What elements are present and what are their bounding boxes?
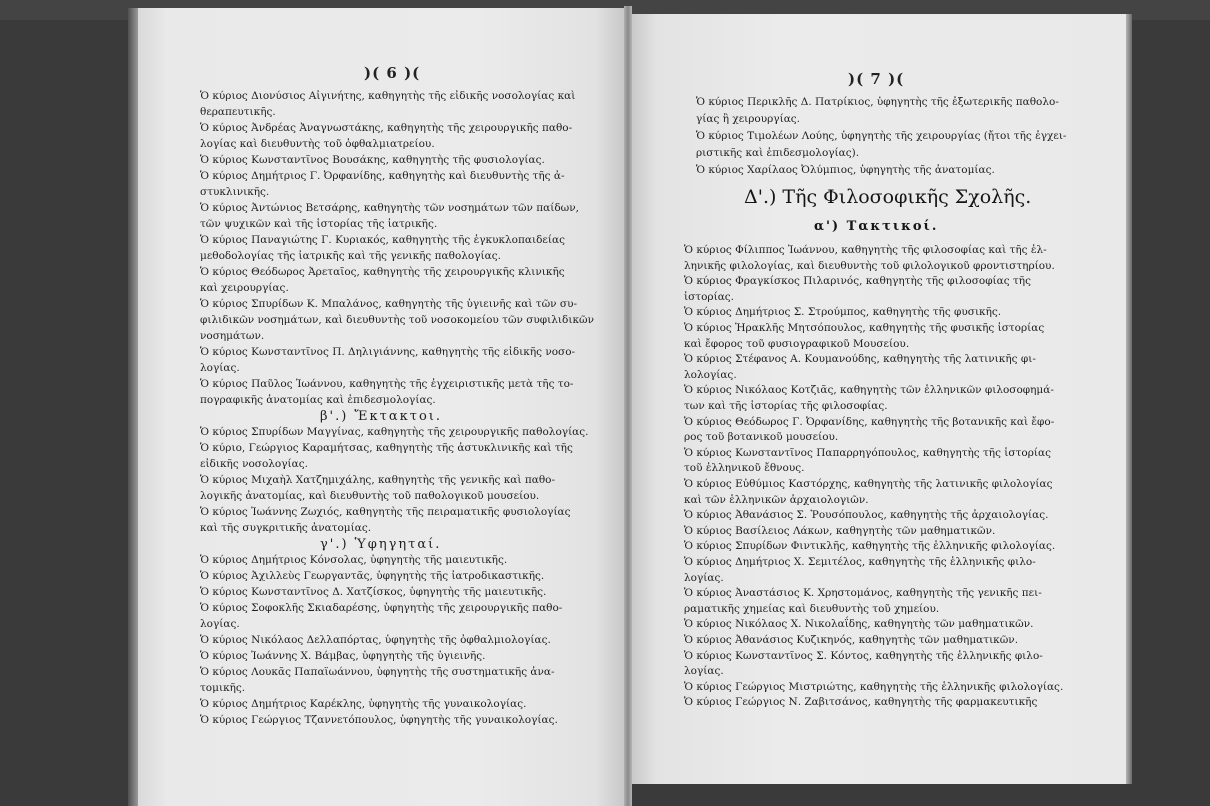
text-line: ἱστορίας. [684,290,735,303]
text-line: Ὁ κύριος Νικόλαος Χ. Νικολαΐδης, καθηγητὴς τῶν μαθηματικῶν. [684,618,1034,631]
text-line: λογίας. [684,665,724,678]
text-line: Ὁ κύριος Γεώργιος Ν. Ζαβιτσάνος, καθηγητὴς τῆς φαρμακευτικῆς [684,696,1038,709]
text-line: καὶ ἔφορος τοῦ φυσιογραφικοῦ Μουσείου. [684,337,910,350]
text-line: Ὁ κύριος Ἀναστάσιος Κ. Χρηστομάνος, καθηγητὴς τῆς γενικῆς πει- [684,587,1042,600]
text-line: θεραπευτικῆς. [200,106,276,118]
section-title: Δ'.) Τῆς Φιλοσοφικῆς Σχολῆς. [744,186,1032,208]
page-number: )( 6 )( [364,64,421,82]
right-page-edge [1126,14,1132,784]
text-line: Ὁ κύριος Βασίλειος Λάκων, καθηγητὴς τῶν μαθηματικῶν. [684,524,996,537]
left-page-edge [128,8,138,806]
text-line: Ὁ κύριος Γεώργιος Τζαννετόπουλος, ὑφηγητὴς τῆς γυναικολογίας. [200,714,558,726]
text-line: Ὁ κύριος Ἀθανάσιος Κυζικηνός, καθηγητὴς τῶν μαθηματικῶν. [684,634,1019,646]
text-line: λογίας. [200,362,240,374]
text-line: Ὁ κύριος Δημήτριος Σ. Στρούμπος, καθηγητὴς τῆς φυσικῆς. [684,306,1002,319]
text-line: Ὁ κύριος Τιμολέων Λούης, ὑφηγητὴς τῆς χειρουργίας (ἤτοι τῆς ἐγχει- [696,130,1067,142]
text-line: Ὁ κύριος Κωνσταντῖνος Σ. Κόντος, καθηγητὴς τῆς ἑλληνικῆς φιλο- [684,649,1043,662]
text-line: λογίας καὶ διευθυντὴς τοῦ ὀφθαλμιατρείου. [200,138,435,150]
text-line: Ὁ κύριος Κωνσταντῖνος Βουσάκης, καθηγητὴς τῆς φυσιολογίας. [200,154,545,166]
text-line: Ὁ κύριος Χαρίλαος Ὀλύμπιος, ὑφηγητὴς τῆς ἀνατομίας. [696,164,995,176]
text-line: Ὁ κύριος Φίλιππος Ἰωάννου, καθηγητὴς τῆς φιλοσοφίας καὶ τῆς ἑλ- [684,244,1047,256]
text-line: Ὁ κύριος Ἡρακλῆς Μητσόπουλος, καθηγητὴς τῆς φυσικῆς ἱστορίας [684,322,1045,334]
text-line: γίας ἢ χειρουργίας. [696,113,801,125]
right-page [632,14,1126,784]
text-line: καὶ τῶν ἑλληνικῶν ἀρχαιολογιῶν. [684,493,869,506]
text-line: Ὁ κύριος Θεόδωρος Ἀρεταῖος, καθηγητὴς τῆς χειρουργικῆς κλινικῆς [200,266,565,278]
text-line: λογίας. [200,618,240,630]
text-line: νοσημάτων. [200,330,265,342]
text-line: ριστικῆς καὶ ἐπιδεσμολογίας). [696,147,860,159]
text-line: λογίας. [684,571,724,584]
text-line: των καὶ τῆς ἱστορίας τῆς φιλοσοφίας. [684,400,888,412]
text-line: Ὁ κύριος Κωνσταντῖνος Παπαρρηγόπουλος, καθηγητὴς τῆς ἱστορίας [684,446,1051,459]
text-line: Ὁ κύριος Σπυρίδων Φιντικλῆς, καθηγητὴς τῆς ἑλληνικῆς φιλολογίας. [684,540,1056,553]
text-line: Ὁ κύριος Κωνσταντῖνος Δ. Χατζίσκος, ὑφηγητὴς τῆς μαιευτικῆς. [200,586,547,598]
text-line: Ὁ κύριος Ἀνδρέας Ἀναγνωστάκης, καθηγητὴς τῆς χειρουργικῆς παθο- [200,122,573,134]
text-line: Ὁ κύριος Σπυρίδων Κ. Μπαλάνος, καθηγητὴς τῆς ὑγιεινῆς καὶ τῶν συ- [200,298,577,310]
text-line: φιλιδικῶν νοσημάτων, καὶ διευθυντὴς τοῦ νοσοκομείου τῶν συφιλιδικῶν [200,314,594,326]
text-line: Ὁ κύριος Σοφοκλῆς Σκιαδαρέσης, ὑφηγητὴς τῆς χειρουργικῆς παθο- [200,602,563,614]
text-line: Ὁ κύριος Ἀχιλλεὺς Γεωργαντᾶς, ὑφηγητὴς τῆς ἰατροδικαστικῆς. [200,570,545,582]
text-line: τομικῆς. [200,682,246,694]
text-line: Ὁ κύριος Διονύσιος Αἰγινήτης, καθηγητὴς τῆς εἰδικῆς νοσολογίας καὶ [200,90,576,102]
text-line: εἰδικῆς νοσολογίας. [200,458,308,470]
text-line: τοῦ ἑλληνικοῦ ἔθνους. [684,462,805,475]
text-line: Ὁ κύριος Δημήτριος Γ. Ὀρφανίδης, καθηγητὴς καὶ διευθυντὴς τῆς ἀ- [200,170,565,182]
text-line: ληνικῆς φιλολογίας, καὶ διευθυντὴς τοῦ φιλολογικοῦ φροντιστηρίου. [684,259,1055,272]
left-page [138,8,624,806]
text-line: Ὁ κύριος Νικόλαος Δελλαπόρτας, ὑφηγητὴς τῆς ὀφθαλμιολογίας. [200,634,551,646]
text-line: Ὁ κύριος Ἀθανάσιος Σ. Ῥουσόπουλος, καθηγητὴς τῆς ἀρχαιολογίας. [684,509,1049,522]
text-line: λογικῆς ἀνατομίας, καὶ διευθυντὴς τοῦ παθολογικοῦ μουσείου. [200,490,540,502]
text-line: Ὁ κύριος Ἰωάννης Χ. Βάμβας, ὑφηγητὴς τῆς ὑγιεινῆς. [200,650,486,662]
text-line: Ὁ κύριος Σπυρίδων Μαγγίνας, καθηγητὴς τῆς χειρουργικῆς παθολογίας. [200,426,589,438]
text-line: Ὁ κύριος Εὐθύμιος Καστόρχης, καθηγητὴς τῆς λατινικῆς φιλολογίας [684,478,1053,490]
text-line: ρος τοῦ βοτανικοῦ μουσείου. [684,431,839,444]
text-line: Ὁ κύριο, Γεώργιος Καραμήτσας, καθηγητὴς τῆς ἀστυκλινικῆς καὶ τῆς [200,442,573,454]
text-line: Ὁ κύριος Κωνσταντῖνος Π. Δηλιγιάννης, καθηγητὴς τῆς εἰδικῆς νοσο- [200,346,576,358]
text-line: Ὁ κύριος Περικλῆς Δ. Πατρίκιος, ὑφηγητὴς τῆς ἐξωτερικῆς παθολο- [696,96,1059,108]
text-line: Ὁ κύριος Παῦλος Ἰωάννου, καθηγητὴς τῆς ἐγχειριστικῆς μετὰ τῆς το- [200,378,574,390]
text-line: Ὁ κύριος Παναγιώτης Γ. Κυριακός, καθηγητὴς τῆς ἐγκυκλοπαιδείας [200,234,565,246]
text-line: Ὁ κύριος Φραγκίσκος Πιλαρινός, καθηγητὴς τῆς φιλοσοφίας τῆς [684,275,1031,288]
book-gutter [624,6,632,806]
text-line: Ὁ κύριος Δημήτριος Χ. Σεμιτέλος, καθηγητὴς τῆς ἑλληνικῆς φιλο- [684,556,1036,568]
text-line: Ὁ κύριος Στέφανος Α. Κουμανούδης, καθηγητὴς τῆς λατινικῆς φι- [684,353,1036,366]
subsection-heading: γ'.) Ὑφηγηταί. [320,537,442,552]
text-line: καὶ τῆς συγκριτικῆς ἀνατομίας. [200,522,372,534]
subsection-heading: β'.) Ἔκτακτοι. [320,409,443,424]
text-line: στυκλινικῆς. [200,186,270,198]
right-page-text-top [696,94,1116,184]
text-line: Ὁ κύριος Ἀντώνιος Βετσάρης, καθηγητὴς τῶν νοσημάτων τῶν παίδων, [200,202,579,214]
text-line: Ὁ κύριος Νικόλαος Κοτζιᾶς, καθηγητὴς τῶν ἑλληνικῶν φιλοσοφημά- [684,384,1054,397]
text-line: Ὁ κύριος Δημήτριος Κόνσολας, ὑφηγητὴς τῆς μαιευτικῆς. [200,554,508,566]
left-page-text [200,88,620,728]
text-line: Ὁ κύριος Λουκᾶς Παπαϊωάννου, ὑφηγητὴς τῆς συστηματικῆς ἀνα- [200,666,555,678]
text-line: μεθοδολογίας τῆς ἰατρικῆς καὶ τῆς γενικῆς παθολογίας. [200,250,501,262]
text-line: Ὁ κύριος Μιχαὴλ Χατζημιχάλης, καθηγητὴς τῆς γενικῆς καὶ παθο- [200,474,556,486]
text-line: Ὁ κύριος Ἰωάννης Ζωχιός, καθηγητὴς τῆς πειραματικῆς φυσιολογίας [200,506,571,518]
text-line: Ὁ κύριος Γεώργιος Μιστριώτης, καθηγητὴς τῆς ἑλληνικῆς φιλολογίας. [684,680,1064,693]
text-line: ραματικῆς χημείας καὶ διευθυντὴς τοῦ χημείου. [684,602,940,615]
text-line: Ὁ κύριος Δημήτριος Καρέκλης, ὑφηγητὴς τῆς γυναικολογίας. [200,698,527,710]
text-line: λολογίας. [684,368,737,381]
right-page-text-bottom [684,242,1114,712]
text-line: πογραφικῆς ἀνατομίας καὶ ἐπιδεσμολογίας. [200,394,436,406]
subsection-title: α') Τακτικοί. [814,219,939,234]
text-line: Ὁ κύριος Θεόδωρος Γ. Ὀρφανίδης, καθηγητὴς τῆς βοτανικῆς καὶ ἔφο- [684,415,1055,428]
text-line: καὶ χειρουργίας. [200,282,289,294]
text-line: τῶν ψυχικῶν καὶ τῆς ἱστορίας τῆς ἰατρικῆς. [200,218,438,230]
page-number: )( 7 )( [848,70,905,88]
